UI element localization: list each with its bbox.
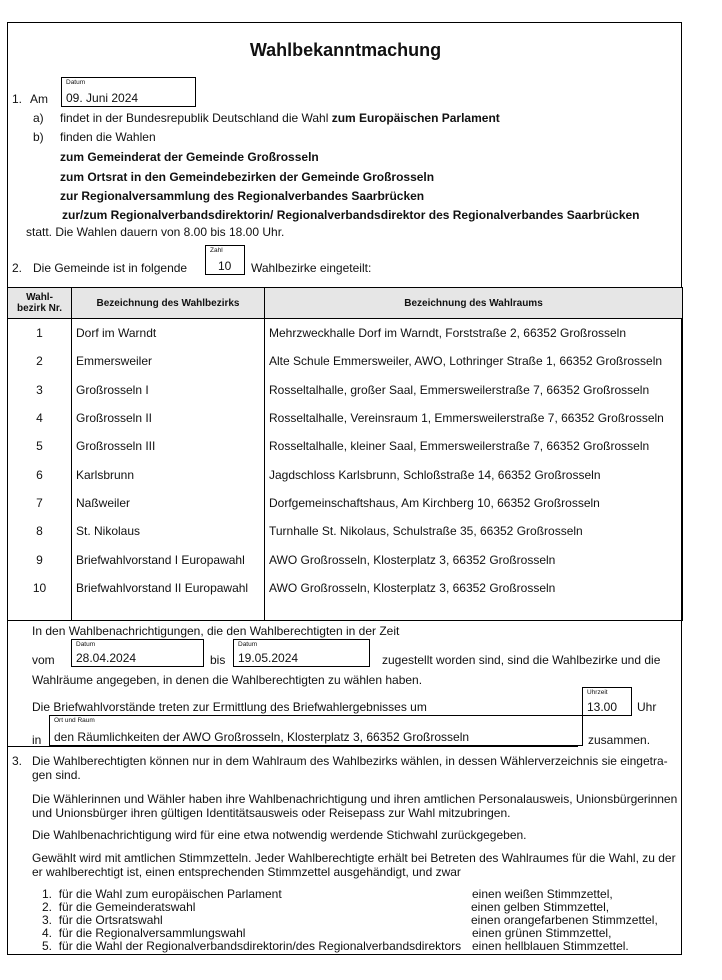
field-label: Datum (66, 79, 86, 86)
notice-line2: Wahlräume angegeben, in denen die Wahlberechtigten zu wählen haben. (32, 673, 423, 687)
zusammen-label: zusammen. (588, 733, 651, 747)
table-row-empty (8, 602, 683, 621)
ballot-item: 2. für die Gemeinderatswahl (42, 900, 196, 914)
item-b-text: finden die Wahlen (60, 130, 156, 144)
table-row: 5 Großrosseln III Rosseltalhalle, kleiner Saal, Emmersweilerstraße 7, 66352 Großrosseln (8, 432, 683, 460)
header-nr: Wahl- bezirk Nr. (8, 288, 72, 319)
table-row: 2 Emmersweiler Alte Schule Emmersweiler, AWO, Lothringer Straße 1, 66352 Großrosseln (8, 347, 683, 375)
uhr-label: Uhr (637, 700, 657, 714)
section3-p3: Die Wahlbenachrichtigung wird für eine etwa notwendig werdende Stichwahl zurückgegeben. (32, 828, 527, 842)
section3-p1-line1: Die Wahlberechtigten können nur in dem Wahlraum des Wahlbezirks wählen, in dessen Wählerverzeichnis sie eingetra- (32, 754, 668, 768)
field-label: Datum (238, 641, 258, 648)
section1-am: Am (30, 92, 48, 106)
field-label: Datum (76, 641, 96, 648)
table-row: 10 Briefwahlvorstand II Europawahl AWO Großrosseln, Klosterplatz 3, 66352 Großrosseln (8, 574, 683, 602)
section3-p1-line2: gen sind. (32, 768, 81, 782)
notice-intro: In den Wahlbenachrichtigungen, die den Wahlberechtigten in der Zeit (32, 624, 400, 638)
table-row: 7 Naßweiler Dorfgemeinschaftshaus, Am Kirchberg 10, 66352 Großrosseln (8, 489, 683, 517)
section3-p4-line2: er wahlberechtigt ist, einen entsprechenden Stimmzettel ausgehändigt, und zwar (32, 865, 461, 879)
place-field-underline (8, 746, 578, 747)
section3-p2-line1: Die Wählerinnen und Wähler haben ihre Wahlbenachrichtigung und ihren amtlichen Personalausweis, Unionsbürgerinnen (32, 792, 678, 806)
election-regionalverbandsdirektor: zur/zum Regionalverbandsdirektorin/ Regionalverbandsdirektor des Regionalverbandes Saarbrücken (62, 208, 640, 222)
ballot-color: einen gelben Stimmzettel, (471, 900, 610, 914)
section3-p2-line2: und Unionsbürger ihren gültigen Identitätsausweis oder Reisepass zur Wahl mitzubringen. (32, 806, 511, 820)
item-b-marker: b) (33, 130, 44, 144)
table-row: 1 Dorf im Warndt Mehrzweckhalle Dorf im Warndt, Forststraße 2, 66352 Großrosseln (8, 319, 683, 348)
ballot-item: 1. für die Wahl zum europäischen Parlament (42, 887, 282, 901)
field-value: 09. Juni 2024 (66, 91, 139, 105)
table-row: 9 Briefwahlvorstand I Europawahl AWO Großrosseln, Klosterplatz 3, 66352 Großrosseln (8, 545, 683, 573)
document-frame (7, 22, 682, 955)
item-a-bold: zum Europäischen Parlament (331, 111, 500, 125)
in-label: in (32, 733, 42, 747)
section3-number: 3. (12, 754, 23, 768)
item-a-text: findet in der Bundesrepublik Deutschland die Wahl zum Europäischen Parlament (60, 111, 500, 125)
table-row: 4 Großrosseln II Rosseltalhalle, Vereinsraum 1, Emmersweilerstraße 7, 66352 Großrosseln (8, 404, 683, 432)
section1-number: 1. (12, 92, 23, 106)
section3-p4-line1: Gewählt wird mit amtlichen Stimmzetteln. Jeder Wahlberechtigte erhält bei Betreten des Wahlraumes für die Wahl, zu der (32, 851, 676, 865)
field-value: 28.04.2024 (76, 651, 137, 665)
election-gemeinderat: zum Gemeinderat der Gemeinde Großrosseln (60, 150, 319, 164)
table-row: 6 Karlsbrunn Jagdschloss Karlsbrunn, Schloßstraße 14, 66352 Großrosseln (8, 460, 683, 488)
ballot-item: 3. für die Ortsratswahl (42, 913, 163, 927)
table-row: 3 Großrosseln I Rosseltalhalle, großer Saal, Emmersweilerstraße 7, 66352 Großrosseln (8, 376, 683, 404)
section2-number: 2. (12, 261, 23, 275)
notice-after-dates: zugestellt worden sind, sind die Wahlbezirke und die (382, 653, 661, 667)
table-header-row (8, 288, 683, 319)
ballot-color: einen hellblauen Stimmzettel. (472, 939, 629, 953)
field-value: 10 (218, 259, 232, 273)
table-row: 8 St. Nikolaus Turnhalle St. Nikolaus, Schulstraße 35, 66352 Großrosseln (8, 517, 683, 545)
section2-text-before: Die Gemeinde ist in folgende (33, 261, 188, 275)
field-value: 19.05.2024 (238, 651, 299, 665)
ballot-item: 5. für die Wahl der Regionalverbandsdirektorin/des Regionalverbandsdirektors (42, 939, 462, 953)
from-date-field[interactable] (71, 639, 204, 667)
ballot-color: einen weißen Stimmzettel, (472, 887, 613, 901)
field-value: den Räumlichkeiten der AWO Großrosseln, Klosterplatz 3, 66352 Großrosseln (54, 730, 470, 744)
districts-table (7, 287, 683, 621)
ballot-item: 4. für die Regionalversammlungswahl (42, 926, 246, 940)
header-bezirk: Bezeichnung des Wahlbezirks (72, 288, 265, 319)
to-date-field[interactable] (233, 639, 370, 667)
field-label: Uhrzeit (587, 689, 608, 696)
header-raum: Bezeichnung des Wahlraums (265, 288, 683, 319)
field-label: Ort und Raum (54, 717, 95, 724)
time-field[interactable] (582, 687, 632, 716)
ballot-color: einen grünen Stimmzettel, (472, 926, 612, 940)
notice-bis: bis (210, 653, 226, 667)
place-field[interactable] (49, 715, 583, 746)
notice-vom: vom (32, 653, 55, 667)
election-hours-text: statt. Die Wahlen dauern von 8.00 bis 18.00 Uhr. (26, 225, 285, 239)
election-regionalversammlung: zur Regionalversammlung des Regionalverbandes Saarbrücken (60, 189, 425, 203)
page-title: Wahlbekanntmachung (249, 40, 442, 60)
field-label: Zahl (210, 247, 223, 254)
election-date-field[interactable] (61, 77, 196, 107)
election-ortsrat: zum Ortsrat in den Gemeindebezirken der Gemeinde Großrosseln (60, 170, 435, 184)
ballot-color: einen orangefarbenen Stimmzettel, (471, 913, 658, 927)
item-a-marker: a) (33, 111, 44, 125)
section2-text-after: Wahlbezirke eingeteilt: (251, 261, 372, 275)
district-count-field[interactable] (205, 245, 245, 275)
brief-text: Die Briefwahlvorstände treten zur Ermittlung des Briefwahlergebnisses um (32, 700, 427, 714)
field-value: 13.00 (587, 700, 618, 714)
